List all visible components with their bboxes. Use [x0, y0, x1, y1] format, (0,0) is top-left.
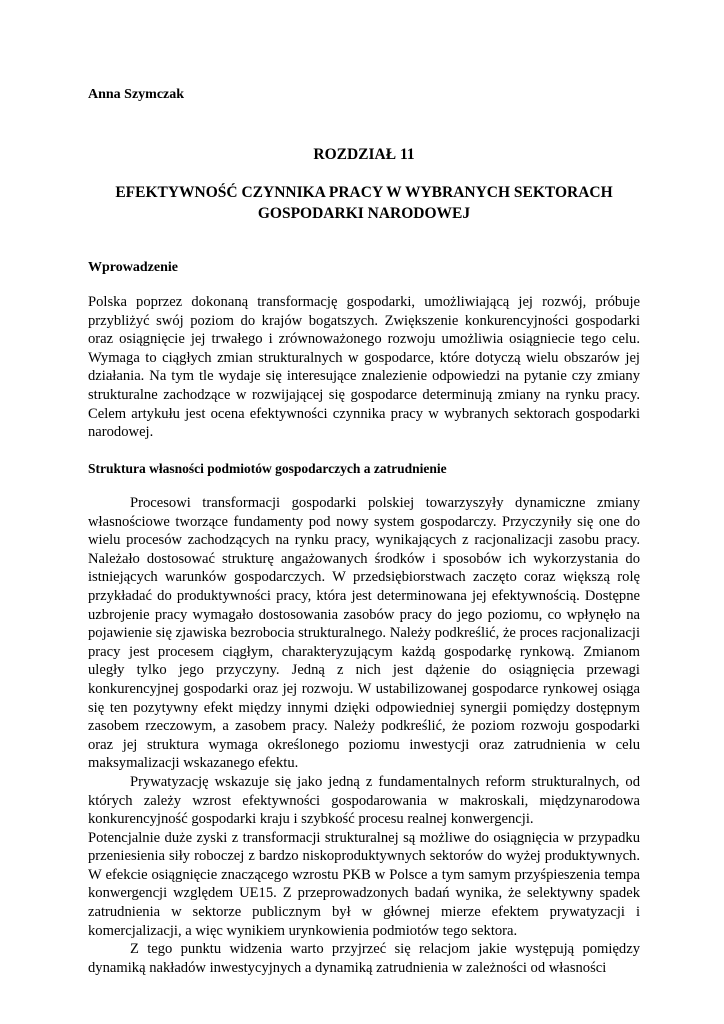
- intro-heading: Wprowadzenie: [88, 260, 178, 275]
- section-body: [88, 494, 640, 977]
- chapter-heading: ROZDZIAŁ 11: [313, 146, 415, 163]
- chapter-title-line-1: EFEKTYWNOŚĆ CZYNNIKA PRACY W WYBRANYCH SEKTORACH: [115, 184, 613, 201]
- chapter-title-line-2: GOSPODARKI NARODOWEJ: [257, 205, 471, 222]
- body-paragraph-1: Procesowi transformacji gospodarki polskiej towarzyszyły dynamiczne zmiany własnościowe tworzące fundamenty pod nowy system gospodarczy. Przyczyniły się one do wielu procesów zachodzących na rynku pracy, wynikających z racjonalizacji zasobu pracy. Należało dostosować strukturę angażowanych środków i sposobów ich wykorzystania do istniejących warunków gospodarczych. W przedsiębiorstwach zaczęto coraz większą rolę przykładać do produktywności pracy, która jest determinowana jej efektywnością. Dostępne uzbrojenie pracy wymagało dostosowania zasobów pracy do jego poziomu, co wpłynęło na pojawienie się zjawiska bezrobocia strukturalnego. Należy podkreślić, że proces racjonalizacji pracy jest procesem ciągłym, charakteryzującym każdą gospodarkę rynkową. Zmianom uległy tylko jego przyczyny. Jedną z nich jest dążenie do osiągnięcia przewagi konkurencyjnej gospodarki oraz jej rozwoju. W ustabilizowanej gospodarce rynkowej osiąga się ten pozytywny efekt między innymi dzięki odpowiedniej synergii pomiędzy dostępnym zasobem rzeczowym, a zasobem pracy. Należy podkreślić, że poziom rozwoju gospodarki oraz jej struktura wymaga określonego poziomu inwestycji oraz zatrudnienia w celu maksymalizacji wskazanego efektu.: [88, 495, 640, 772]
- chapter-title: [88, 182, 640, 224]
- intro-paragraph: Polska poprzez dokonaną transformację gospodarki, umożliwiającą jej rozwój, próbuje przybliżyć swój poziom do krajów bogatszych. Zwiększenie konkurencyjności gospodarki oraz osiągnięcie jej trwałego i zrównoważonego rozwoju umożliwia osiągniecie tego celu. Wymaga to ciągłych zmian strukturalnych w gospodarce, które dotyczą wielu obszarów jej działania. Na tym tle wydaje się interesujące znalezienie odpowiedzi na pytanie czy zmiany strukturalne zachodzące w rozwijającej się gospodarce determinują zmiany na rynku pracy. Celem artykułu jest ocena efektywności czynnika pracy w wybranych sektorach gospodarki narodowej.: [88, 294, 640, 441]
- body-paragraph-4: Z tego punktu widzenia warto przyjrzeć się relacjom jakie występują pomiędzy dynamiką nakładów inwestycyjnych a dynamiką zatrudnienia w zależności od własności: [88, 941, 640, 976]
- body-paragraph-2: Prywatyzację wskazuje się jako jedną z fundamentalnych reform strukturalnych, od których zależy wzrost efektywności gospodarowania w makroskali, międzynarodowa konkurencyjność gospodarki kraju i szybkość procesu realnej konwergencji.: [88, 773, 640, 828]
- author-name: Anna Szymczak: [88, 87, 185, 102]
- body-paragraph-3: Potencjalnie duże zyski z transformacji strukturalnej są możliwe do osiągnięcia w przypadku przeniesienia siły roboczej z bardzo niskoproduktywnych sektorów do wyżej produktywnych. W efekcie osiągnięcie znaczącego wzrostu PKB w Polsce a tym samym przyśpieszenia tempa konwergencji względem UE15. Z przeprowadzonych badań wynika, że selektywny spadek zatrudnienia w sektorze publicznym był w głównej mierze efektem prywatyzacji i komercjalizacji, a więc wynikiem urynkowienia podmiotów tego sektora.: [88, 829, 640, 939]
- section-heading: Struktura własności podmiotów gospodarczych a zatrudnienie: [88, 461, 447, 476]
- intro-section: [88, 293, 640, 442]
